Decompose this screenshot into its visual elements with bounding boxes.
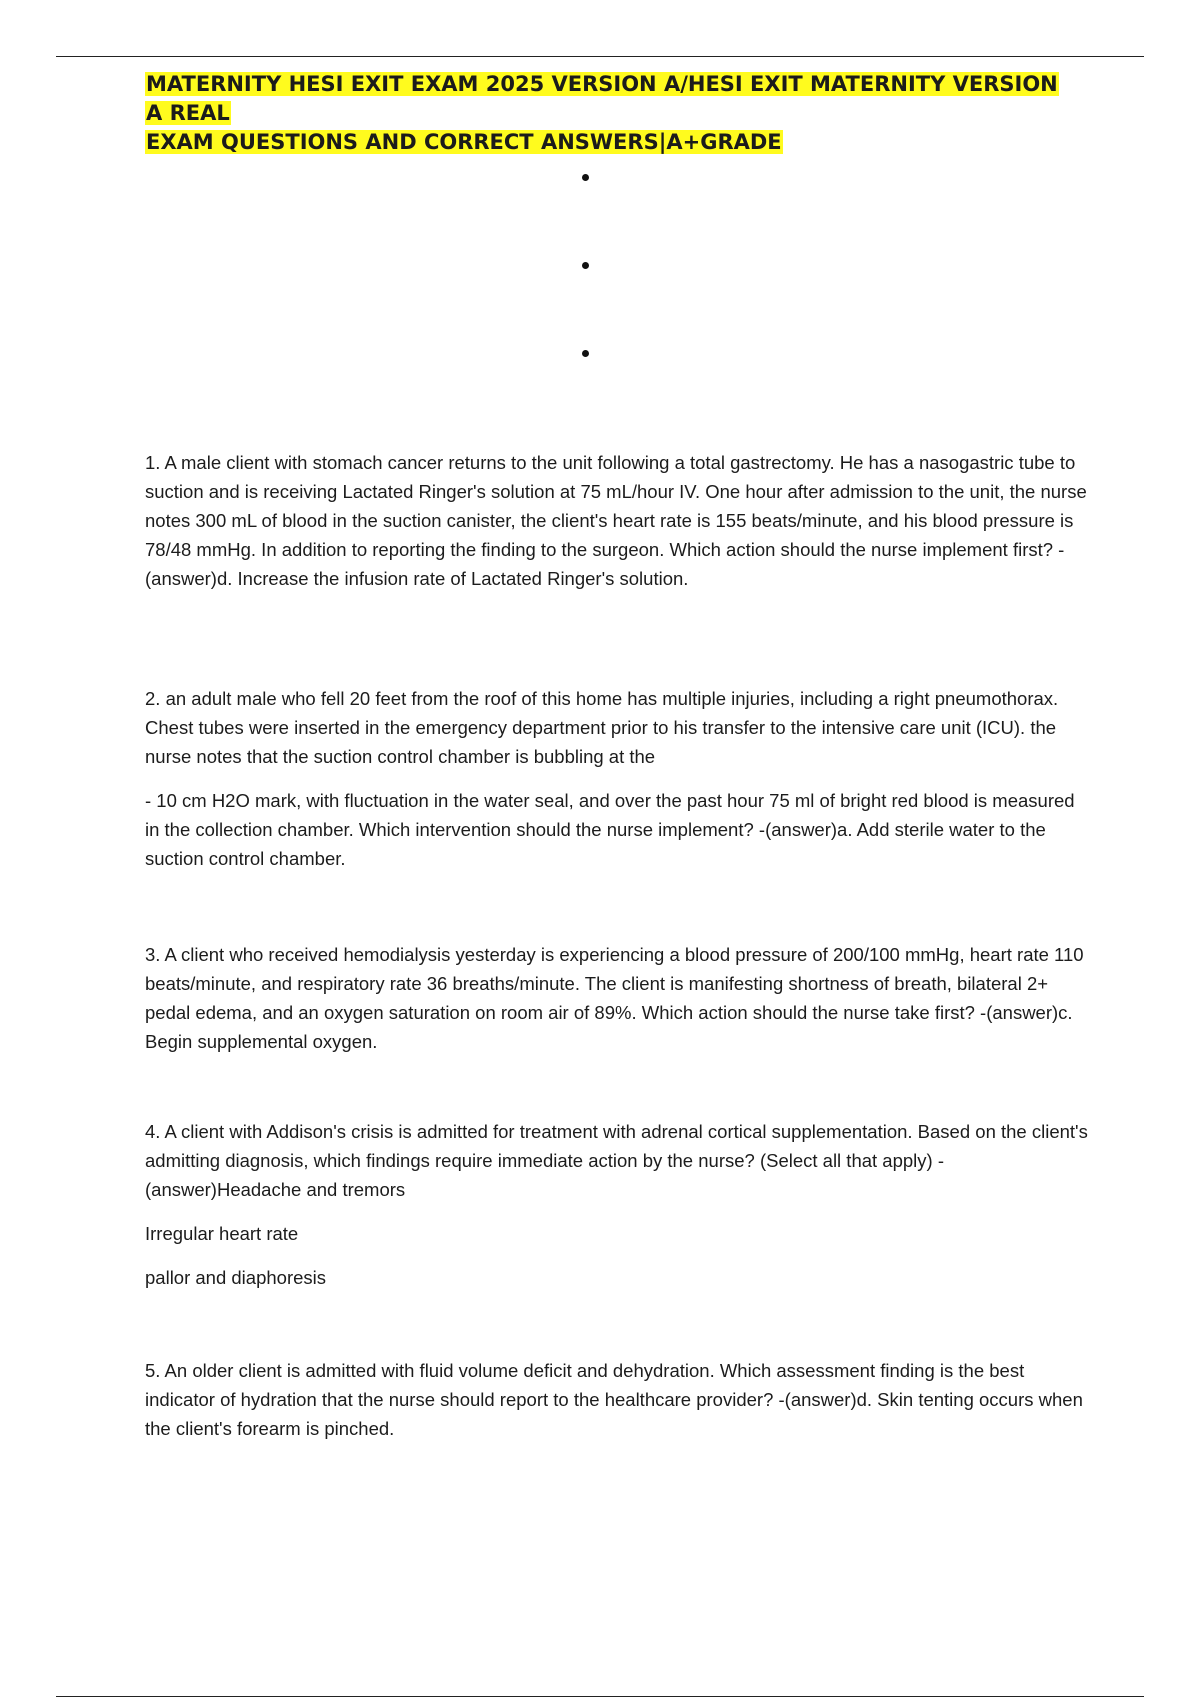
document-title (145, 70, 1075, 157)
question-2 (145, 684, 1090, 873)
question-continuation: - 10 cm H2O mark, with fluctuation in the water seal, and over the past hour 75 ml of bright red blood is measured in the collection chamber. Which intervention should the nurse implement? -(answer)a. Add sterile water to the suction control chamber. (145, 790, 1075, 869)
header-rule (56, 56, 1144, 57)
footer-rule (56, 1696, 1144, 1697)
question-text: 5. An older client is admitted with fluid volume deficit and dehydration. Which assessment finding is the best indicator of hydration that the nurse should report to the healthcare provider? -(answer)d. Skin tenting occurs when the client's forearm is pinched. (145, 1360, 1083, 1439)
title-highlight-line-2: EXAM QUESTIONS AND CORRECT ANSWERS|A+GRADE (146, 130, 782, 154)
question-text: 1. A male client with stomach cancer returns to the unit following a total gastrectomy. He has a nasogastric tube to suction and is receiving Lactated Ringer's solution at 75 mL/hour IV. One hour after admission to the unit, the nurse notes 300 mL of blood in the suction canister, the client's heart rate is 155 beats/minute, and his blood pressure is 78/48 mmHg. In addition to reporting the finding to the surgeon. Which action should the nurse implement first? -(answer)d. Increase the infusion rate of Lactated Ringer's solution. (145, 452, 1087, 589)
question-5 (145, 1356, 1090, 1443)
question-text: 4. A client with Addison's crisis is admitted for treatment with adrenal cortical supplementation. Based on the client's admitting diagnosis, which findings require immediate action by the nurse? (Select all that apply) -(answer)Headache and tremors (145, 1121, 1088, 1200)
bullet-dot-icon (582, 350, 589, 357)
question-1 (145, 448, 1090, 593)
question-text: 2. an adult male who fell 20 feet from the roof of this home has multiple injuries, including a right pneumothorax. Chest tubes were inserted in the emergency department prior to his transfer to the intensive care unit (ICU). the nurse notes that the suction control chamber is bubbling at the (145, 688, 1059, 767)
question-text: 3. A client who received hemodialysis yesterday is experiencing a blood pressure of 200/100 mmHg, heart rate 110 beats/minute, and respiratory rate 36 breaths/minute. The client is manifesting shortness of breath, bilateral 2+ pedal edema, and an oxygen saturation on room air of 89%. Which action should the nurse take first? -(answer)c. Begin supplemental oxygen. (145, 944, 1084, 1052)
answer-item: Irregular heart rate (145, 1223, 299, 1244)
answer-item: pallor and diaphoresis (145, 1267, 327, 1288)
title-highlight-line-1: MATERNITY HESI EXIT EXAM 2025 VERSION A/HESI EXIT MATERNITY VERSION A REAL (146, 72, 1058, 125)
question-4 (145, 1117, 1090, 1292)
bullet-dot-icon (582, 262, 589, 269)
question-3 (145, 940, 1090, 1056)
bullet-dot-icon (582, 174, 589, 181)
